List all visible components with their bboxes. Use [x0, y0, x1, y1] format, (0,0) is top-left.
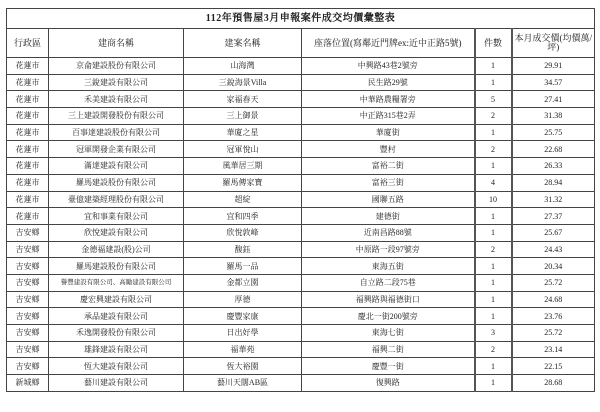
cell-count: 1 — [475, 124, 512, 141]
cell-project: 山海灣 — [184, 58, 302, 75]
table-row — [7, 258, 595, 275]
cell-project: 福華苑 — [184, 341, 302, 358]
cell-price: 23.76 — [512, 308, 595, 325]
cell-district: 花蓮市 — [7, 158, 49, 175]
cell-builder: 臺億建築經理股份有限公司 — [49, 191, 184, 208]
cell-location: 東海七街 — [302, 325, 475, 342]
header-project: 建案名稱 — [184, 29, 302, 58]
cell-count: 4 — [475, 174, 512, 191]
cell-count: 1 — [475, 58, 512, 75]
cell-district: 花蓮市 — [7, 208, 49, 225]
cell-district: 新城鄉 — [7, 375, 49, 392]
price-summary-table — [6, 8, 595, 392]
cell-count: 2 — [475, 141, 512, 158]
cell-location: 慶北一街200號旁 — [302, 308, 475, 325]
cell-location: 富裕二街 — [302, 158, 475, 175]
cell-price: 25.75 — [512, 124, 595, 141]
cell-project: 華廈之星 — [184, 124, 302, 141]
cell-project: 超綻 — [184, 191, 302, 208]
table-row — [7, 358, 595, 375]
cell-count: 1 — [475, 158, 512, 175]
table-row — [7, 208, 595, 225]
table-row — [7, 291, 595, 308]
table-row — [7, 174, 595, 191]
cell-count: 1 — [475, 274, 512, 291]
table-row — [7, 325, 595, 342]
cell-price: 26.33 — [512, 158, 595, 175]
cell-district: 花蓮市 — [7, 124, 49, 141]
cell-location: 中華路農糧署旁 — [302, 91, 475, 108]
cell-count: 3 — [475, 325, 512, 342]
cell-builder: 承品建設有限公司 — [49, 308, 184, 325]
cell-price: 25.67 — [512, 224, 595, 241]
cell-price: 22.15 — [512, 358, 595, 375]
cell-price: 27.37 — [512, 208, 595, 225]
header-location: 座落位置(寫鄰近門牌ex:近中正路5號) — [302, 29, 475, 58]
cell-district: 花蓮市 — [7, 141, 49, 158]
cell-builder: 譽豐建設有限公司、高勵建設有限公司 — [49, 274, 184, 291]
cell-count: 10 — [475, 191, 512, 208]
cell-project: 慶豐家康 — [184, 308, 302, 325]
cell-district: 花蓮市 — [7, 74, 49, 91]
table-row — [7, 375, 595, 392]
cell-price: 34.57 — [512, 74, 595, 91]
cell-project: 欣悅敦峰 — [184, 224, 302, 241]
cell-builder: 百事達建設股份有限公司 — [49, 124, 184, 141]
table-row — [7, 341, 595, 358]
cell-count: 1 — [475, 375, 512, 392]
cell-project: 風華居三期 — [184, 158, 302, 175]
cell-location: 國聯五路 — [302, 191, 475, 208]
cell-price: 31.38 — [512, 108, 595, 125]
table-row — [7, 74, 595, 91]
cell-district: 吉安鄉 — [7, 341, 49, 358]
table-row — [7, 224, 595, 241]
cell-count: 2 — [475, 241, 512, 258]
cell-district: 花蓮市 — [7, 108, 49, 125]
cell-count: 1 — [475, 291, 512, 308]
cell-district: 花蓮市 — [7, 58, 49, 75]
table-row — [7, 58, 595, 75]
cell-builder: 恆大建設有限公司 — [49, 358, 184, 375]
cell-location: 復興路 — [302, 375, 475, 392]
cell-project: 金都立園 — [184, 274, 302, 291]
table-row — [7, 274, 595, 291]
cell-builder: 藝川建設有限公司 — [49, 375, 184, 392]
table-row — [7, 308, 595, 325]
cell-builder: 冠軍開發企業有限公司 — [49, 141, 184, 158]
cell-project: 羅馬傳家寶 — [184, 174, 302, 191]
cell-location: 慶豐一街 — [302, 358, 475, 375]
cell-count: 1 — [475, 308, 512, 325]
cell-count: 1 — [475, 224, 512, 241]
cell-location: 近南昌路88號 — [302, 224, 475, 241]
cell-district: 花蓮市 — [7, 91, 49, 108]
header-row — [7, 29, 595, 58]
cell-count: 2 — [475, 108, 512, 125]
cell-price: 23.14 — [512, 341, 595, 358]
cell-project: 恆大裕園 — [184, 358, 302, 375]
table-row — [7, 124, 595, 141]
header-builder: 建商名稱 — [49, 29, 184, 58]
cell-builder: 禾美建設有限公司 — [49, 91, 184, 108]
cell-count: 5 — [475, 91, 512, 108]
cell-district: 花蓮市 — [7, 191, 49, 208]
cell-district: 吉安鄉 — [7, 258, 49, 275]
cell-location: 豐村 — [302, 141, 475, 158]
cell-price: 22.68 — [512, 141, 595, 158]
cell-count: 1 — [475, 208, 512, 225]
cell-location: 東海五街 — [302, 258, 475, 275]
cell-price: 24.43 — [512, 241, 595, 258]
cell-price: 20.34 — [512, 258, 595, 275]
cell-builder: 三銳建設有限公司 — [49, 74, 184, 91]
cell-builder: 慶宏興建設有限公司 — [49, 291, 184, 308]
cell-district: 吉安鄉 — [7, 325, 49, 342]
cell-price: 28.94 — [512, 174, 595, 191]
cell-location: 中正路315巷2弄 — [302, 108, 475, 125]
header-price: 本月成交價(均價萬/坪) — [512, 29, 595, 58]
cell-builder: 禾逸開發股份有限公司 — [49, 325, 184, 342]
cell-location: 中興路43巷2號旁 — [302, 58, 475, 75]
cell-builder: 滿達建設有限公司 — [49, 158, 184, 175]
cell-location: 福興路與福德街口 — [302, 291, 475, 308]
cell-price: 25.72 — [512, 325, 595, 342]
cell-location: 富裕三街 — [302, 174, 475, 191]
table-title: 112年預售屋3月申報案件成交均價彙整表 — [7, 9, 595, 29]
cell-district: 吉安鄉 — [7, 291, 49, 308]
cell-location: 福興二街 — [302, 341, 475, 358]
table-row — [7, 158, 595, 175]
cell-builder: 羅馬建設股份有限公司 — [49, 174, 184, 191]
table-row — [7, 141, 595, 158]
cell-location: 民生路29號 — [302, 74, 475, 91]
cell-builder: 欣悅建設有限公司 — [49, 224, 184, 241]
cell-location: 建德街 — [302, 208, 475, 225]
cell-district: 吉安鄉 — [7, 358, 49, 375]
cell-project: 羅馬一品 — [184, 258, 302, 275]
cell-district: 吉安鄉 — [7, 241, 49, 258]
cell-project: 日出好學 — [184, 325, 302, 342]
cell-project: 三上御景 — [184, 108, 302, 125]
cell-price: 25.72 — [512, 274, 595, 291]
table-row — [7, 91, 595, 108]
cell-location: 中原路一段97號旁 — [302, 241, 475, 258]
cell-price: 28.68 — [512, 375, 595, 392]
cell-count: 1 — [475, 258, 512, 275]
cell-price: 27.41 — [512, 91, 595, 108]
cell-project: 厚德 — [184, 291, 302, 308]
cell-project: 冠軍悅山 — [184, 141, 302, 158]
cell-district: 吉安鄉 — [7, 308, 49, 325]
cell-builder: 宜和事業有限公司 — [49, 208, 184, 225]
cell-price: 24.68 — [512, 291, 595, 308]
cell-price: 29.91 — [512, 58, 595, 75]
cell-price: 31.32 — [512, 191, 595, 208]
cell-count: 2 — [475, 341, 512, 358]
cell-builder: 京侖建設股份有限公司 — [49, 58, 184, 75]
cell-project: 三銳海景Villa — [184, 74, 302, 91]
cell-district: 吉安鄉 — [7, 274, 49, 291]
header-district: 行政區 — [7, 29, 49, 58]
cell-district: 吉安鄉 — [7, 224, 49, 241]
cell-project: 馥鈺 — [184, 241, 302, 258]
cell-location: 華廈街 — [302, 124, 475, 141]
cell-project: 家福春天 — [184, 91, 302, 108]
cell-project: 藝川天闊AB區 — [184, 375, 302, 392]
table-row — [7, 241, 595, 258]
cell-builder: 三上建設開發股份有限公司 — [49, 108, 184, 125]
cell-count: 1 — [475, 358, 512, 375]
table-row — [7, 108, 595, 125]
cell-builder: 雄鋒建設有限公司 — [49, 341, 184, 358]
cell-builder: 羅馬建設股份有限公司 — [49, 258, 184, 275]
cell-count: 1 — [475, 74, 512, 91]
cell-project: 宜和四季 — [184, 208, 302, 225]
cell-builder: 金德福建設(股)公司 — [49, 241, 184, 258]
header-count: 件數 — [475, 29, 512, 58]
table-row — [7, 191, 595, 208]
cell-district: 花蓮市 — [7, 174, 49, 191]
cell-location: 自立路二段75巷 — [302, 274, 475, 291]
